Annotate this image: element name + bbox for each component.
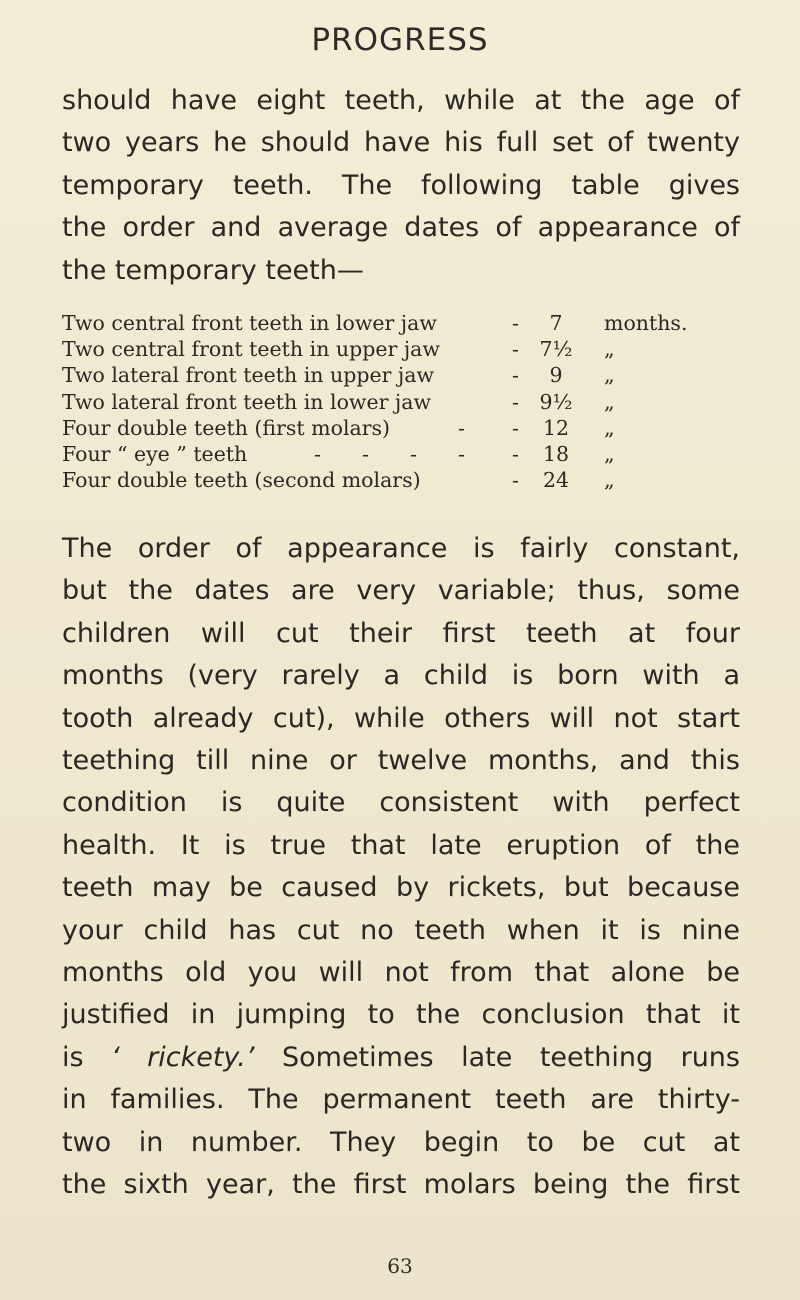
- italic-term: ‘ rickety.’: [111, 1041, 255, 1073]
- table-row: [62, 389, 742, 415]
- leader-dash: -: [314, 441, 321, 466]
- row-label: Four “ eye ” teeth: [62, 441, 248, 466]
- leader-dash: -: [512, 441, 519, 466]
- leader-dash: -: [512, 389, 519, 414]
- row-label: Two central front teeth in lower jaw: [62, 311, 437, 335]
- table-row: [62, 362, 742, 388]
- body-line: teething till nine or twelve months, and this: [62, 745, 740, 777]
- leader-dash: -: [512, 311, 519, 335]
- intro-paragraph: [62, 80, 740, 292]
- leader-dash: -: [458, 441, 465, 466]
- body-line: health. It is true that late eruption of the: [62, 829, 740, 861]
- row-value: 7½: [539, 337, 573, 362]
- body-line: [62, 1037, 740, 1079]
- row-value: 9: [549, 363, 563, 388]
- row-value: 9½: [539, 389, 573, 414]
- body-text: is: [62, 1041, 84, 1073]
- body-line: condition is quite consistent with perfect: [62, 787, 740, 819]
- table-row: [62, 310, 742, 336]
- leader-dash: -: [458, 415, 465, 440]
- intro-line: temporary teeth. The following table gives: [62, 169, 740, 201]
- leader-dash: -: [362, 441, 369, 466]
- body-paragraph: [62, 528, 740, 1207]
- row-label: Four double teeth (second molars): [62, 468, 421, 493]
- body-line: two in number. They begin to be cut at: [62, 1126, 740, 1158]
- row-label: Two central front teeth in upper jaw: [62, 337, 440, 362]
- table-row: [62, 467, 742, 493]
- body-line: children will cut their first teeth at four: [62, 617, 740, 649]
- row-label: Two lateral front teeth in lower jaw: [62, 389, 432, 414]
- table-row: [62, 336, 742, 362]
- running-header: PROGRESS: [311, 22, 489, 58]
- row-unit: „: [604, 441, 615, 466]
- table-row: [62, 415, 742, 441]
- body-line: but the dates are very variable; thus, some: [62, 575, 740, 607]
- leader-dash: -: [512, 363, 519, 388]
- row-unit: „: [604, 389, 615, 414]
- body-line: The order of appearance is fairly constant,: [62, 533, 740, 564]
- row-unit: „: [604, 415, 615, 440]
- row-unit: „: [604, 363, 615, 388]
- row-unit: months.: [604, 311, 688, 335]
- body-line: months (very rarely a child is born with a: [62, 660, 740, 692]
- body-text: Sometimes late teething runs: [281, 1041, 740, 1073]
- page-number: 63: [387, 1254, 413, 1278]
- row-unit: „: [604, 468, 615, 493]
- leader-dash: -: [410, 441, 417, 466]
- intro-line: two years he should have his full set of twenty: [62, 127, 740, 159]
- body-line: months old you will not from that alone be: [62, 957, 740, 989]
- row-unit: „: [604, 337, 615, 362]
- row-label: Two lateral front teeth in upper jaw: [62, 363, 435, 388]
- row-label: Four double teeth (first molars): [62, 415, 391, 440]
- leader-dash: -: [512, 468, 519, 493]
- row-value: 24: [542, 468, 570, 493]
- leader-dash: -: [512, 415, 519, 440]
- row-value: 7: [549, 311, 563, 335]
- body-line: tooth already cut), while others will not start: [62, 702, 740, 734]
- teeth-table: [62, 310, 742, 493]
- body-line: teeth may be caused by rickets, but because: [62, 872, 740, 904]
- body-line: your child has cut no teeth when it is nine: [62, 914, 740, 946]
- table-row: [62, 441, 742, 467]
- body-line: in families. The permanent teeth are thirty-: [62, 1084, 740, 1116]
- row-value: 18: [542, 441, 570, 466]
- intro-line: the order and average dates of appearance of: [62, 212, 740, 244]
- body-line: the sixth year, the first molars being the first: [62, 1169, 740, 1201]
- row-value: 12: [542, 415, 570, 440]
- leader-dash: -: [512, 337, 519, 362]
- body-line: justified in jumping to the conclusion that it: [62, 999, 740, 1031]
- intro-line: the temporary teeth—: [62, 254, 364, 286]
- intro-line: should have eight teeth, while at the age of: [62, 85, 740, 116]
